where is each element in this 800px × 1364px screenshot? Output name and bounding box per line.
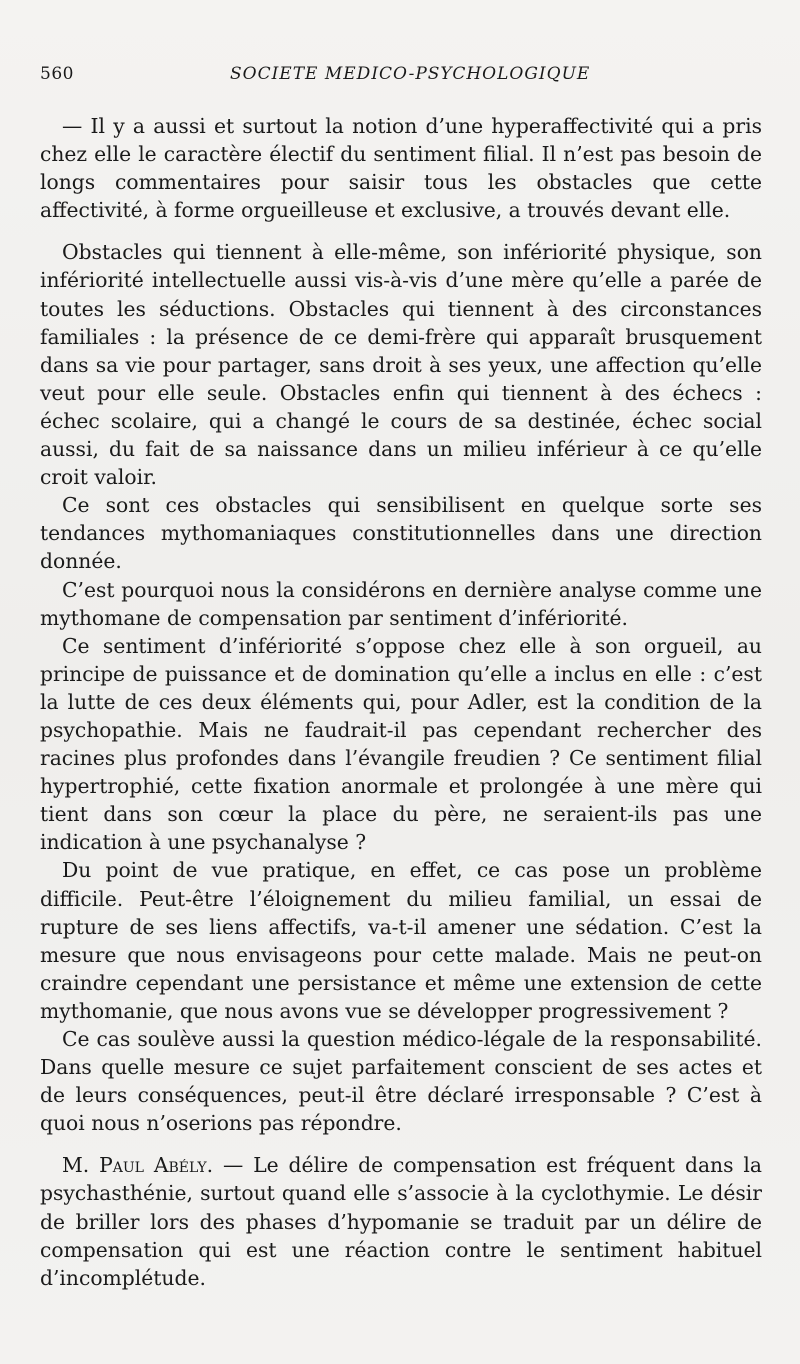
paragraph-sensitization: Ce sont ces obstacles qui sensibilisent en quelque sorte ses tendances mythomaniaques constitutionnelles dans une direction donnée. [40, 493, 762, 574]
paragraph-inferiority: Ce sentiment d’infériorité s’oppose chez elle à son orgueil, au principe de puissance et de domination qu’elle a inclus en elle : c’est la lutte de ces deux éléments qui, pour Adler, est la condition de la psychopathie. Mais ne faudrait-il pas cependant rechercher des racines plus profondes dans l’évangile freudien ? Ce sentiment filial hypertrophié, cette fixation anormale et prolongée à une mère qui tient dans son cœur la place du père, ne seraient-ils pas une indication à une psychanalyse ? [40, 633, 762, 855]
paragraph-discussion [40, 1151, 762, 1291]
paragraph-obstacles: Obstacles qui tiennent à elle-même, son infériorité physique, son infériorité intellectuelle aussi vis-à-vis d’une mère qu’elle a parée de toutes les séductions. Obstacles qui tiennent à des circonstances familiales : la présence de ce demi-frère qui apparaît brusquement dans sa vie pour partager, sans droit à ses yeux, une affection qu’elle veut pour elle seule. Obstacles enfin qui tiennent à des échecs : échec scolaire, qui a changé le cours de sa destinée, échec social aussi, du fait de sa naissance dans un milieu inférieur à ce qu’elle croit valoir. [40, 240, 762, 490]
page-number: 560 [40, 64, 74, 84]
paragraph-compensation: C’est pourquoi nous la considérons en dernière analyse comme une mythomane de compensation par sentiment d’infériorité. [40, 577, 762, 630]
page-header [40, 64, 770, 90]
paragraph-hyperaffectivity: — Il y a aussi et surtout la notion d’une hyperaffectivité qui a pris chez elle le caractère électif du sentiment filial. Il n’est pas besoin de longs commentaires pour saisir tous les obstacles que cette affectivité, à forme orgueilleuse et exclusive, a trouvés devant elle. [40, 114, 762, 223]
discussion-text: — Le délire de compensation est fréquent dans la psychasthénie, surtout quand elle s’associe à la cyclothymie. Le désir de briller lors des phases d’hypomanie se traduit par un délire de compensation qui est une réaction contre le sentiment habituel d’incomplétude. [40, 1153, 762, 1290]
paragraph-responsibility: Ce cas soulève aussi la question médico-légale de la responsabilité. Dans quelle mesure ce sujet parfaitement conscient de ses actes et de leurs conséquences, peut-il être déclaré irresponsable ? C’est à quoi nous n’oserions pas répondre. [40, 1027, 762, 1136]
running-title: SOCIETE MEDICO-PSYCHOLOGIQUE [230, 64, 591, 84]
body-text [40, 112, 762, 1292]
discussion-speaker: M. Paul Abély. [62, 1153, 214, 1178]
paragraph-practical: Du point de vue pratique, en effet, ce cas pose un problème difficile. Peut-être l’éloignement du milieu familial, un essai de rupture de ses liens affectifs, va-t-il amener une sédation. C’est la mesure que nous envisageons pour cette malade. Mais ne peut-on craindre cependant une persistance et même une extension de cette mythomanie, que nous avons vue se développer progressivement ? [40, 858, 762, 1023]
